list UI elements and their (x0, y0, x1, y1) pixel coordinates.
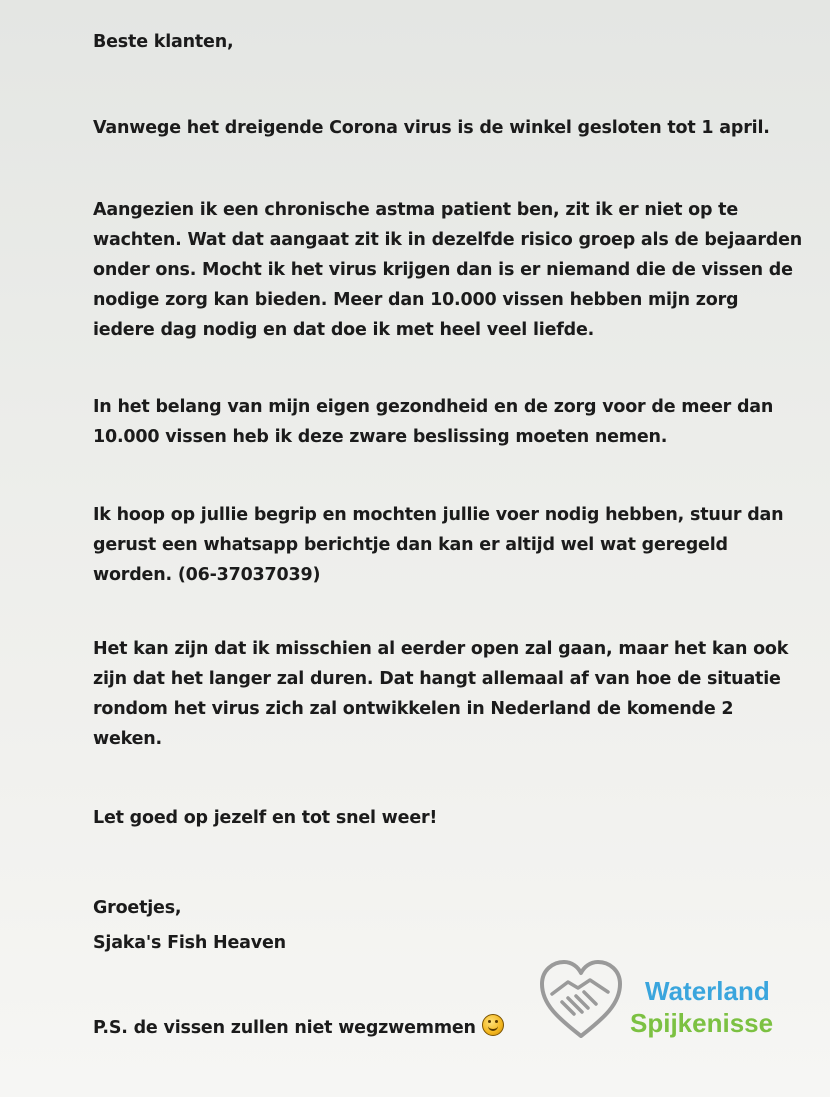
watermark-line-1: Waterland (645, 976, 770, 1006)
paragraph-health-line-1: Aangezien ik een chronische astma patient ben, zit ik er niet op te (93, 200, 739, 220)
paragraph-health-line-5: iedere dag nodig en dat doe ik met heel veel liefde. (93, 320, 595, 340)
paragraph-contact-line-1: Ik hoop op jullie begrip en mochten jullie voer nodig hebben, stuur dan (93, 505, 784, 525)
paragraph-closure-notice: Vanwege het dreigende Corona virus is de winkel gesloten tot 1 april. (93, 118, 770, 138)
paragraph-reopen-line-4: weken. (93, 729, 162, 749)
closing: Groetjes, (93, 898, 182, 918)
paragraph-decision-line-1: In het belang van mijn eigen gezondheid en de zorg voor de meer dan (93, 397, 774, 417)
paragraph-health-line-3: onder ons. Mocht ik het virus krijgen dan is er niemand die de vissen de (93, 260, 793, 280)
paragraph-reopen-line-2: zijn dat het langer zal duren. Dat hangt allemaal af van hoe de situatie (93, 669, 781, 689)
paragraph-take-care: Let goed op jezelf en tot snel weer! (93, 808, 438, 828)
paragraph-contact-line-2: gerust een whatsapp berichtje dan kan er altijd wel wat geregeld (93, 535, 728, 555)
postscript-line (93, 1013, 504, 1043)
watermark-line-2: Spijkenisse (630, 1008, 774, 1038)
greeting: Beste klanten, (93, 32, 234, 52)
paragraph-health-line-2: wachten. Wat dat aangaat zit ik in dezelfde risico groep als de bejaarden (93, 230, 803, 250)
signature: Sjaka's Fish Heaven (93, 933, 286, 953)
paragraph-decision-line-2: 10.000 vissen heb ik deze zware beslissing moeten nemen. (93, 427, 668, 447)
paragraph-health-line-4: nodige zorg kan bieden. Meer dan 10.000 vissen hebben mijn zorg (93, 290, 739, 310)
paragraph-reopen-line-3: rondom het virus zich zal ontwikkelen in Nederland de komende 2 (93, 699, 734, 719)
paragraph-contact-line-3: worden. (06-37037039) (93, 565, 321, 585)
smiling-face-icon (482, 1014, 504, 1036)
postscript: P.S. de vissen zullen niet wegzwemmen (93, 1018, 476, 1038)
paragraph-reopen-line-1: Het kan zijn dat ik misschien al eerder open zal gaan, maar het kan ook (93, 639, 789, 659)
handshake-heart-icon (538, 958, 624, 1042)
